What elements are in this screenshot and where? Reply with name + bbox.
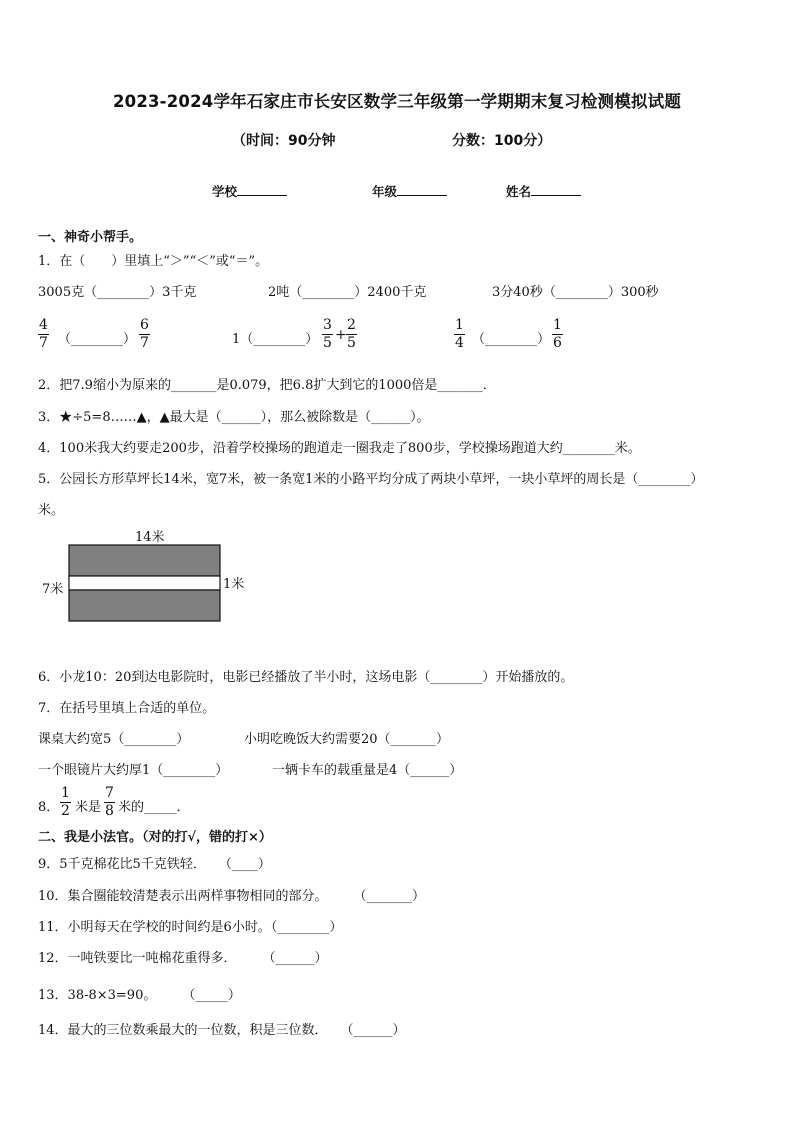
- question-7: 7．在括号里填上合适的单位。: [38, 701, 216, 716]
- q1-frac-a-left: [38, 318, 49, 351]
- q8-suffix: 米的_____．: [118, 800, 190, 815]
- question-4: 4．100米我大约要走200步，沿着学校操场的跑道走一圈我走了800步，学校操场跑道大约________米。: [38, 441, 641, 456]
- name-field: [506, 182, 581, 200]
- name-label: 姓名: [506, 184, 532, 199]
- lawn-top: [69, 545, 220, 576]
- name-blank[interactable]: [531, 182, 581, 196]
- school-blank[interactable]: [237, 182, 287, 196]
- q7-item-2: 小明吃晚饭大约需要20（_______）: [244, 732, 450, 747]
- q1-frac-b-first: [322, 318, 333, 351]
- q7-item-3: 一个眼镜片大约厚1（________）: [38, 763, 229, 778]
- grade-blank[interactable]: [397, 182, 447, 196]
- school-field: [212, 182, 287, 200]
- q8-frac-1: [60, 786, 71, 819]
- denominator: 8: [105, 803, 114, 819]
- denominator: 5: [323, 335, 332, 351]
- question-5: 5．公园长方形草坪长14米，宽7米，被一条宽1米的小路平均分成了两块小草坪，一块小草坪的周长是（________）: [38, 472, 704, 487]
- numerator: 2: [347, 317, 356, 333]
- denominator: 7: [39, 335, 48, 351]
- question-10: 10．集合圈能较清楚表示出两样事物相同的部分。 （_______）: [38, 889, 426, 904]
- page-title: 2023-2024学年石家庄市长安区数学三年级第一学期期末复习检测模拟试题: [112, 92, 682, 111]
- question-11: 11．小明每天在学校的时间约是6小时。（________）: [38, 920, 343, 935]
- q1-frac-c-right: [552, 318, 563, 351]
- numerator: 7: [105, 785, 114, 801]
- question-2: 2．把7.9缩小为原来的_______是0.079，把6.8扩大到它的1000倍是_______．: [38, 378, 496, 393]
- q1-item-3: 3分40秒（________）300秒: [492, 285, 659, 300]
- q7-item-4: 一辆卡车的载重量是4（______）: [272, 763, 463, 778]
- diagram-top-label: 14米: [135, 530, 165, 545]
- lawn-bottom: [69, 590, 220, 621]
- grade-field: [372, 182, 447, 200]
- exam-score: 分数：100分）: [452, 133, 552, 149]
- numerator: 4: [39, 317, 48, 333]
- numerator: 1: [61, 785, 70, 801]
- path-strip: [69, 576, 220, 590]
- q1-frac-b-lead: 1（________）: [232, 332, 319, 347]
- denominator: 7: [140, 335, 149, 351]
- question-5-tail: 米。: [38, 503, 65, 518]
- question-12: 12．一吨铁要比一吨棉花重得多． （______）: [38, 951, 328, 966]
- question-6: 6．小龙10：20到达电影院时，电影已经播放了半小时，这场电影（________）开始播放的。: [38, 670, 574, 685]
- school-label: 学校: [212, 184, 238, 199]
- q1-frac-a-right: [139, 318, 150, 351]
- q8-mid: 米是: [75, 800, 102, 815]
- q1-frac-a-blank: （________）: [58, 332, 137, 347]
- numerator: 1: [455, 317, 464, 333]
- plus-sign: +: [335, 327, 347, 343]
- numerator: 3: [323, 317, 332, 333]
- q8-frac-2: [104, 786, 115, 819]
- q1-frac-c-left: [454, 318, 465, 351]
- denominator: 4: [455, 335, 464, 351]
- numerator: 1: [553, 317, 562, 333]
- question-9: 9．5千克棉花比5千克铁轻． （____）: [38, 857, 271, 872]
- question-1-stem: 1．在（ ）里填上“＞”“＜”或“＝”。: [38, 254, 269, 269]
- denominator: 5: [347, 335, 356, 351]
- section-2-heading: 二、我是小法官。（对的打√，错的打×）: [38, 830, 272, 845]
- question-14: 14．最大的三位数乘最大的一位数，积是三位数． （______）: [38, 1023, 406, 1038]
- grade-label: 年级: [372, 184, 398, 199]
- diagram-right-label: 1米: [223, 577, 245, 592]
- q1-frac-b-second: [346, 318, 357, 351]
- question-13: 13．38-8×3=90。 （_____）: [38, 988, 241, 1003]
- q8-prefix: 8．: [38, 800, 60, 815]
- q1-item-1: 3005克（________）3千克: [38, 285, 197, 300]
- lawn-diagram: [68, 544, 223, 624]
- q7-item-1: 课桌大约宽5（________）: [38, 732, 190, 747]
- diagram-left-label: 7米: [42, 582, 64, 597]
- exam-time: （时间：90分钟: [232, 133, 336, 149]
- denominator: 6: [553, 335, 562, 351]
- numerator: 6: [140, 317, 149, 333]
- denominator: 2: [61, 803, 70, 819]
- section-1-heading: 一、神奇小帮手。: [38, 230, 143, 245]
- q1-item-2: 2吨（________）2400千克: [268, 285, 427, 300]
- question-3: 3．★÷5=8……▲，▲最大是（______），那么被除数是（______）。: [38, 410, 430, 425]
- q1-frac-c-blank: （________）: [472, 332, 551, 347]
